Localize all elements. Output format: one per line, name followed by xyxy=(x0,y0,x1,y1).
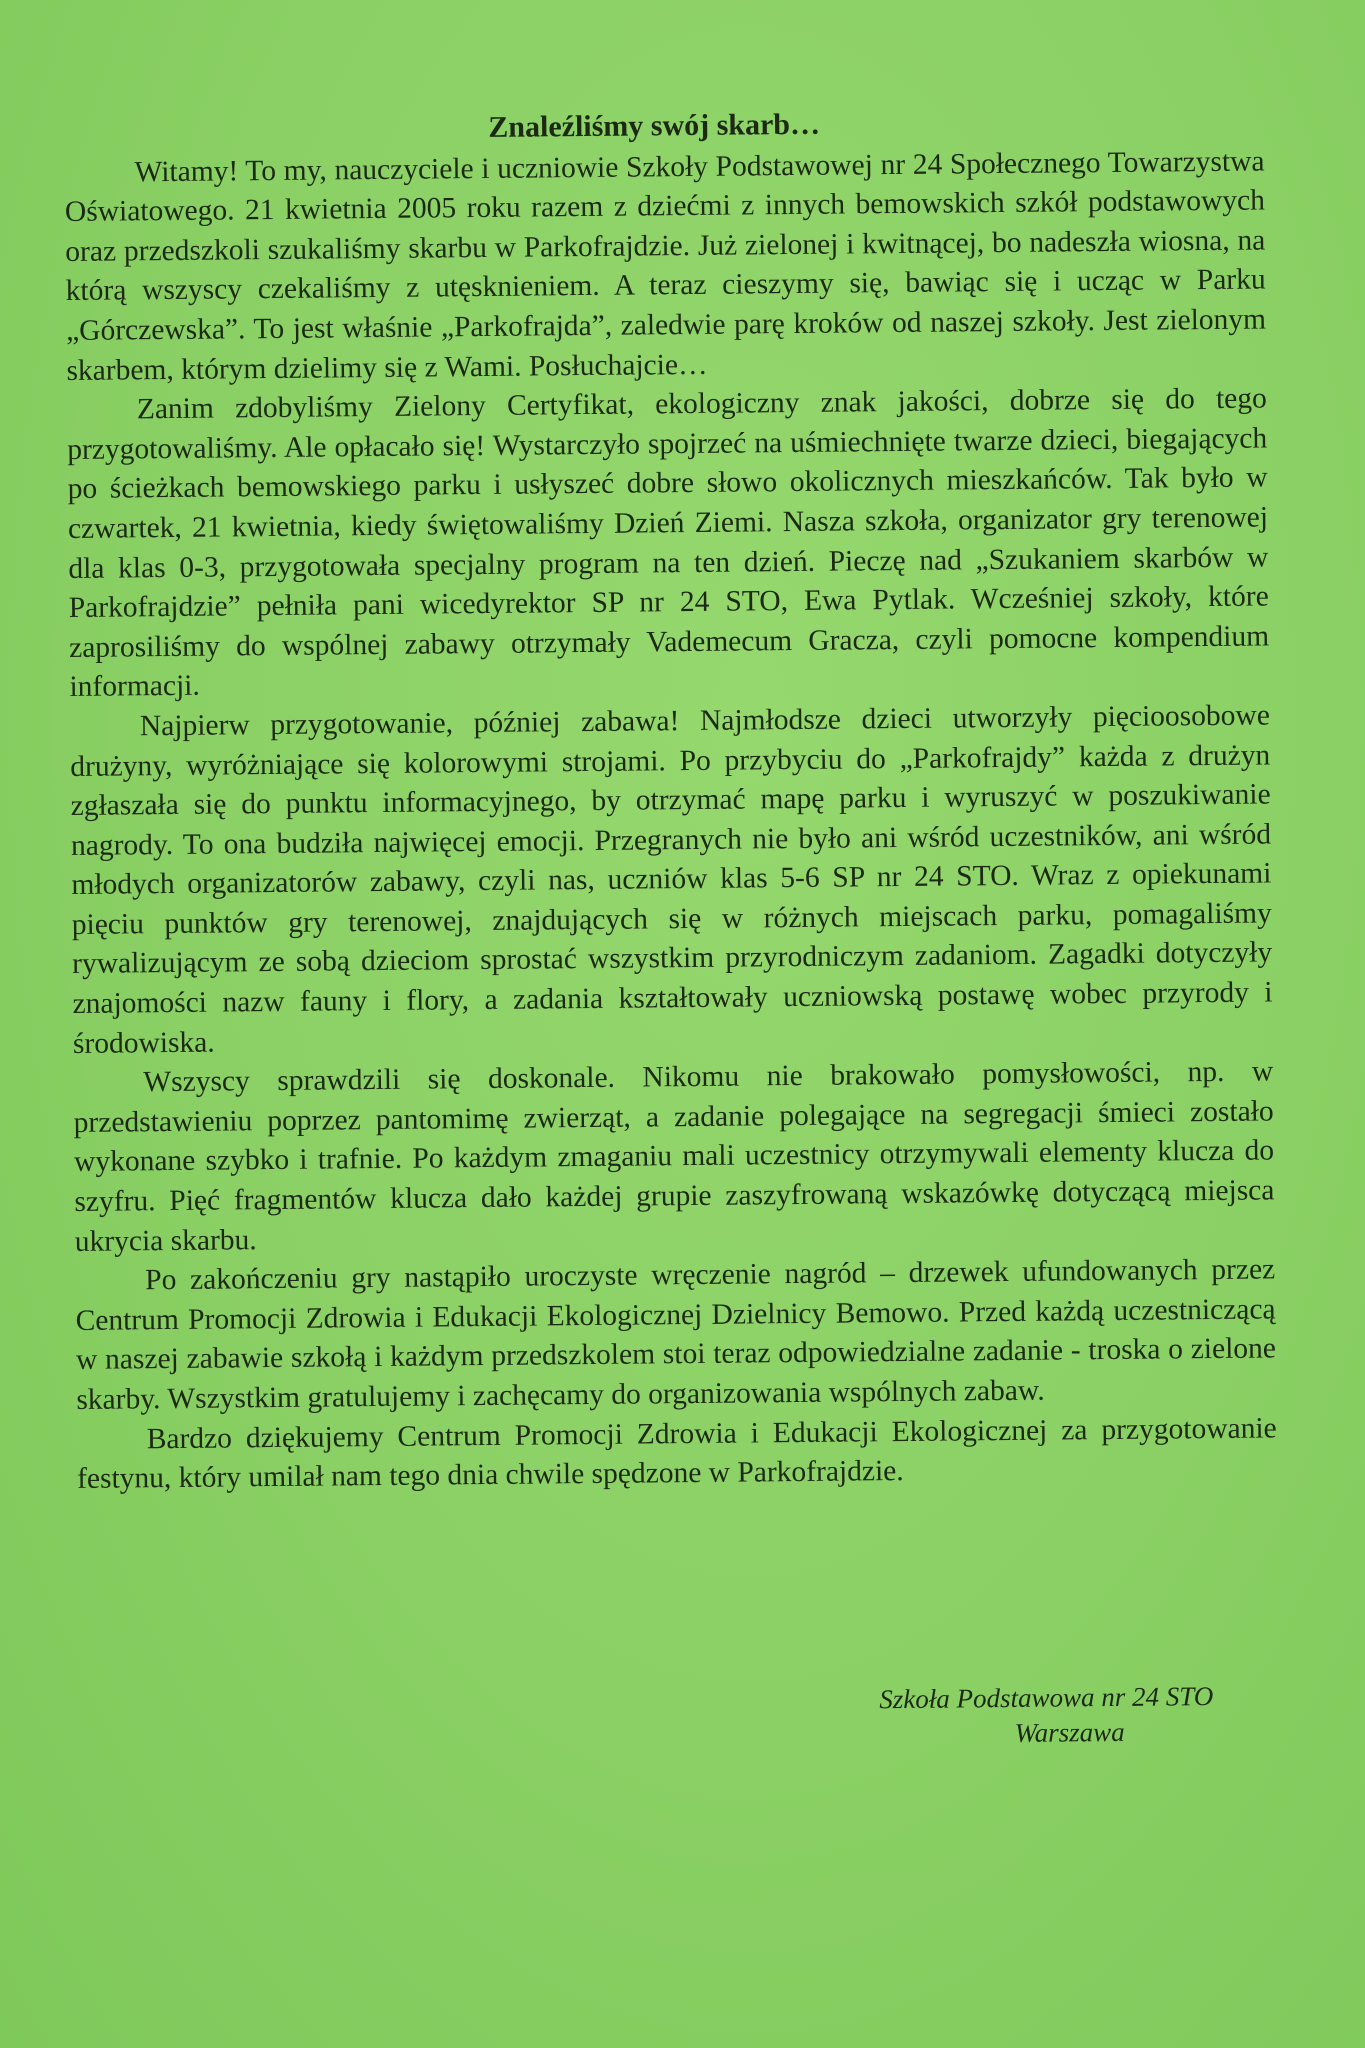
signature-city: Warszawa xyxy=(1014,1716,1125,1748)
signature-school: Szkoła Podstawowa nr 24 STO xyxy=(879,1681,1214,1715)
paragraph-6: Bardzo dziękujemy Centrum Promocji Zdrowia i Edukacji Ekologicznej za przygotowanie festynu, który umilał nam tego dnia chwile spędzone w Parkofrajdzie. xyxy=(76,1412,1277,1496)
paragraph-1: Witamy! To my, nauczyciele i uczniowie Szkoły Podstawowej nr 24 Społecznego Towarzystwa Oświatowego. 21 kwietnia 2005 roku razem z dziećmi z innych bemowskich szkół podstawowych oraz przedszkoli szukaliśmy skarbu w Parkofrajdzie. Już zielonej i kwitnącej, bo nadeszła wiosna, na którą wszyscy czekaliśmy z utęsknieniem. A teraz cieszymy się, bawiąc się i ucząc w Parku „Górczewska”. To jest właśnie „Parkofrajda”, zaledwie parę kroków od naszej szkoły. Jest zielonym skarbem, którym dzielimy się z Wami. Posłuchajcie… xyxy=(64,145,1267,387)
article xyxy=(64,100,1277,1748)
signature xyxy=(79,1678,1280,1760)
paragraph-5: Po zakończeniu gry nastąpiło uroczyste wręczenie nagród – drzewek ufundowanych przez Centrum Promocji Zdrowia i Edukacji Ekologicznej Dzielnicy Bemowo. Przed każdą uczestniczącą w naszej zabawie szkołą i każdym przedszkolem stoi teraz odpowiedzialne zadanie - troska o zielone skarby. Wszystkim gratulujemy i zachęcamy do organizowania wspólnych zabaw. xyxy=(75,1253,1277,1416)
paragraph-4: Wszyscy sprawdzili się doskonale. Nikomu nie brakowało pomysłowości, np. w przedstawieniu poprzez pantomimę zwierząt, a zadanie polegające na segregacji śmieci zostało wykonane szybko i trafnie. Po każdym zmaganiu mali uczestnicy otrzymywali elementy klucza do szyfru. Pięć fragmentów klucza dało każdej grupie zaszyfrowaną wskazówkę dotyczącą miejsca ukrycia skarbu. xyxy=(73,1055,1275,1258)
paragraph-2: Zanim zdobyliśmy Zielony Certyfikat, ekologiczny znak jakości, dobrze się do tego przygotowaliśmy. Ale opłacało się! Wystarczyło spojrzeć na uśmiechnięte twarze dzieci, biegających po ścieżkach bemowskiego parku i usłyszeć dobre słowo okolicznych mieszkańców. Tak było w czwartek, 21 kwietnia, kiedy świętowaliśmy Dzień Ziemi. Nasza szkoła, organizator gry terenowej dla klas 0-3, przygotowała specjalny program na ten dzień. Pieczę nad „Szukaniem skarbów w Parkofrajdzie” pełniła pani wicedyrektor SP nr 24 STO, Ewa Pytlak. Wcześniej szkoły, które zaprosiliśmy do wspólnej zabawy otrzymały Vademecum Gracza, czyli pomocne kompendium informacji. xyxy=(67,382,1270,704)
article-title: Znaleźliśmy swój skarb… xyxy=(488,107,821,144)
paragraph-3: Najpierw przygotowanie, później zabawa! Najmłodsze dzieci utworzyły pięcioosobowe drużyny, wyróżniające się kolorowymi strojami. Po przybyciu do „Parkofrajdy” każda z drużyn zgłaszała się do punktu informacyjnego, by otrzymać mapę parku i wyruszyć w poszukiwanie nagrody. To ona budziła najwięcej emocji. Przegranych nie było ani wśród uczestników, ani wśród młodych organizatorów zabawy, czyli nas, uczniów klas 5-6 SP nr 24 STO. Wraz z opiekunami pięciu punktów gry terenowej, znajdujących się w różnych miejscach parku, pomagaliśmy rywalizującym ze sobą dzieciom sprostać wszystkim przyrodniczym zadaniom. Zagadki dotyczyły znajomości nazw fauny i flory, a zadania kształtowały uczniowską postawę wobec przyrody i środowiska. xyxy=(70,699,1273,1060)
